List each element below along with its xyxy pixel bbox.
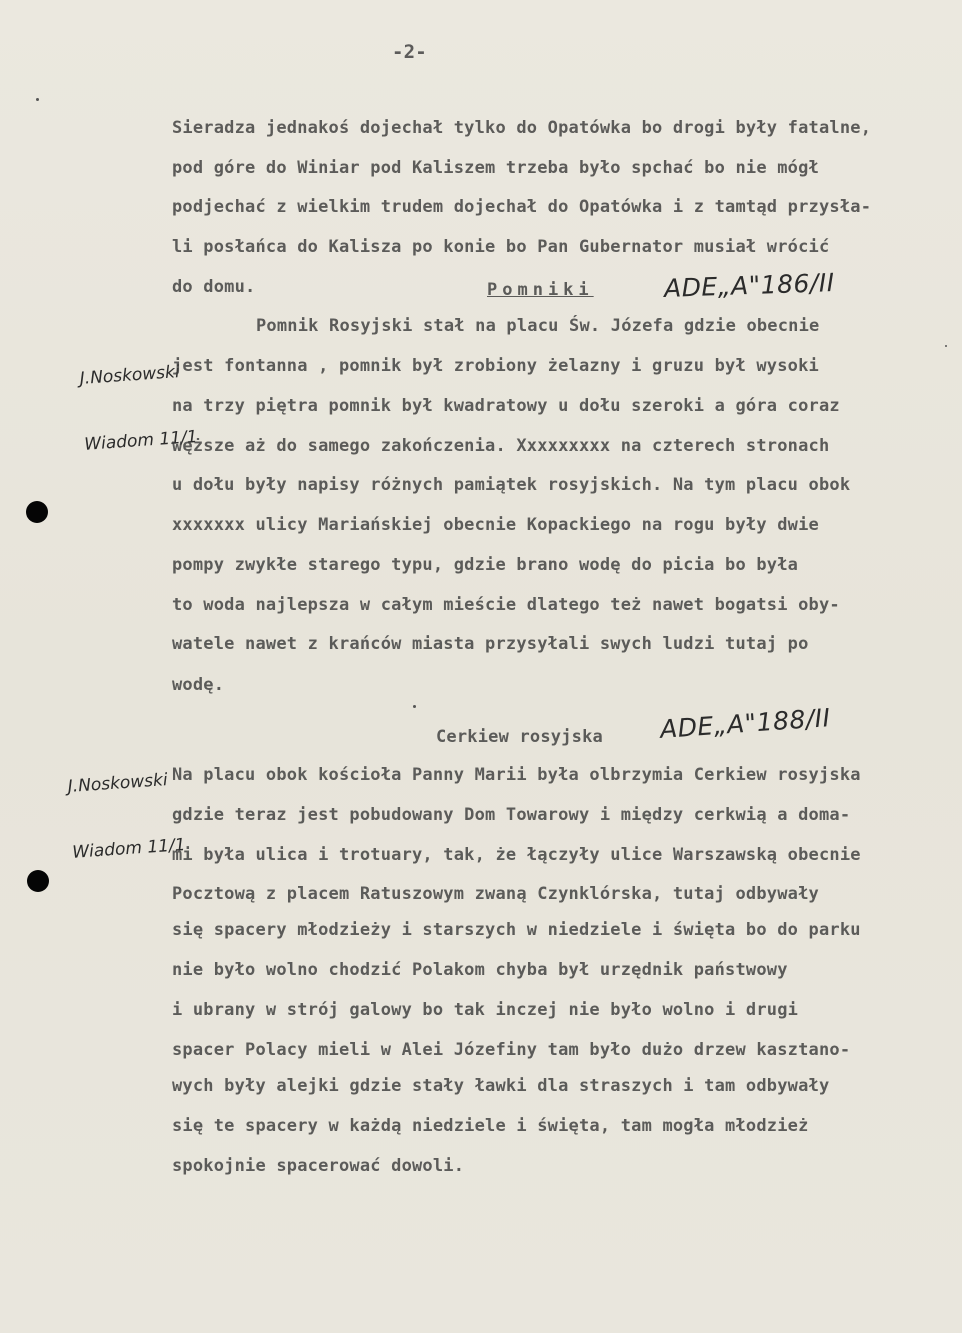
text-line: się te spacery w każdą niedziele i święta, tam mogła młodzież — [172, 1116, 809, 1136]
margin-note-source: Wiadom 11/1 — [83, 426, 199, 455]
text-line: li posłańca do Kalisza po konie bo Pan Gubernator musiał wrócić — [172, 237, 830, 257]
text-line: węższe aż do samego zakończenia. Xxxxxxxxx na czterech stronach — [172, 436, 830, 456]
section-heading-pomniki: Pomniki — [487, 280, 594, 300]
text-line: u dołu były napisy różnych pamiątek rosyjskich. Na tym placu obok — [172, 475, 851, 495]
margin-note-source: Wiadom 11/1 — [71, 834, 187, 863]
paper-speck — [945, 345, 947, 347]
text-line: mi była ulica i trotuary, tak, że łączyły ulice Warszawską obecnie — [172, 845, 861, 865]
text-line: do domu. — [172, 277, 256, 297]
text-line: xxxxxxx ulicy Mariańskiej obecnie Kopackiego na rogu były dwie — [172, 515, 819, 535]
text-line: Pomnik Rosyjski stał na placu Św. Józefa gdzie obecnie — [256, 316, 820, 336]
paper-speck — [36, 98, 39, 101]
text-line: Pocztową z placem Ratuszowym zwaną Czynklórska, tutaj odbywały — [172, 884, 819, 904]
punch-hole — [26, 501, 48, 523]
text-line: podjechać z wielkim trudem dojechał do Opatówka i z tamtąd przysła- — [172, 197, 872, 217]
text-line: nie było wolno chodzić Polakom chyba był urzędnik państwowy — [172, 960, 788, 980]
text-line: jest fontanna , pomnik był zrobiony żelazny i gruzu był wysoki — [172, 356, 819, 376]
text-line: pompy zwykłe starego typu, gdzie brano wodę do picia bo była — [172, 555, 799, 575]
text-line: pod góre do Winiar pod Kaliszem trzeba było spchać bo nie mógł — [172, 158, 819, 178]
punch-hole — [27, 870, 49, 892]
margin-note — [64, 724, 189, 907]
text-line: Sieradza jednakoś dojechał tylko do Opatówka bo drogi były fatalne, — [172, 118, 872, 138]
text-line: i ubrany w strój galowy bo tak inczej nie było wolno i drugi — [172, 1000, 799, 1020]
margin-note-author: J.Noskowski — [67, 770, 169, 798]
handwritten-reference: ADE„A"186/II — [663, 268, 836, 303]
margin-note-author: J.Noskowski — [79, 362, 181, 390]
section-heading-cerkiew: Cerkiew rosyjska — [436, 727, 603, 747]
text-line: gdzie teraz jest pobudowany Dom Towarowy i między cerkwią a doma- — [172, 805, 851, 825]
page-number: -2- — [392, 41, 427, 63]
text-line: wodę. — [172, 675, 225, 695]
text-line: to woda najlepsza w całym mieście dlatego też nawet bogatsi oby- — [172, 595, 840, 615]
text-line: na trzy piętra pomnik był kwadratowy u dołu szeroki a góra coraz — [172, 396, 840, 416]
text-line: się spacery młodzieży i starszych w niedziele i święta bo do parku — [172, 920, 861, 940]
text-line: wych były alejki gdzie stały ławki dla straszych i tam odbywały — [172, 1076, 830, 1096]
text-line: Na placu obok kościoła Panny Marii była olbrzymia Cerkiew rosyjska — [172, 765, 861, 785]
text-line: spacer Polacy mieli w Alei Józefiny tam było dużo drzew kasztano- — [172, 1040, 851, 1060]
paper-speck — [413, 705, 416, 708]
text-line: watele nawet z krańców miasta przysyłali swych ludzi tutaj po — [172, 634, 809, 654]
handwritten-reference: ADE„A"188/II — [659, 703, 832, 744]
text-line: spokojnie spacerować dowoli. — [172, 1156, 465, 1176]
